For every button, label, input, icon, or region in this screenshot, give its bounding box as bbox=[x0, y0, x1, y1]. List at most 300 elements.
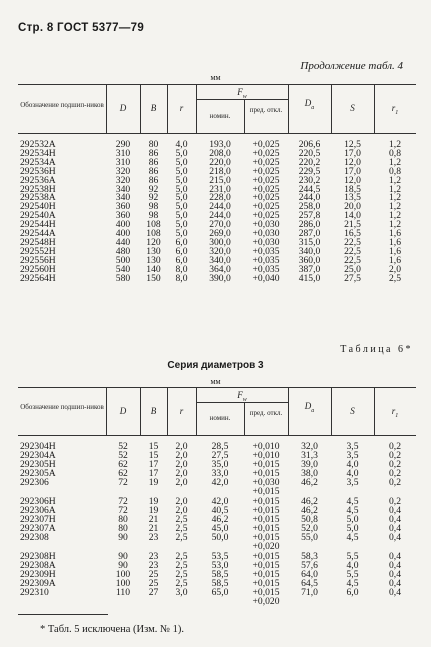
table-cell: +0,010 bbox=[252, 449, 280, 461]
table-cell: 150 bbox=[146, 272, 161, 284]
t6-col-nominal-header: номин. bbox=[209, 414, 231, 422]
table-cell: +0,015 bbox=[252, 577, 280, 589]
table-cell: 292306А bbox=[20, 504, 56, 516]
table-cell: 5,0 bbox=[175, 201, 188, 213]
table-cell: 390,0 bbox=[209, 272, 231, 284]
col-S-header: S bbox=[350, 103, 355, 113]
table-cell: 320 bbox=[115, 165, 131, 177]
table-cell: 45,0 bbox=[211, 522, 229, 534]
table-cell: 22,5 bbox=[344, 254, 361, 266]
table-cell: 0,2 bbox=[389, 467, 401, 479]
table-cell: +0,035 bbox=[252, 263, 280, 275]
table-cell: +0,015 bbox=[252, 522, 280, 534]
table-cell: 4,5 bbox=[346, 504, 359, 516]
table-cell: 100 bbox=[115, 568, 131, 580]
table-cell: +0,035 bbox=[252, 254, 280, 266]
table-cell: +0,025 bbox=[252, 210, 280, 222]
table-cell: 23 bbox=[148, 551, 159, 563]
table-cell: +0,025 bbox=[252, 156, 280, 168]
table-cell: 292556Н bbox=[20, 254, 56, 266]
table-cell: 320 bbox=[115, 174, 131, 186]
table-cell: 4,5 bbox=[346, 531, 359, 543]
table-cell: 32,0 bbox=[301, 441, 318, 452]
table-cell: 292306Н bbox=[20, 496, 56, 508]
table-cell: +0,025 bbox=[252, 192, 280, 204]
table-cell: 27 bbox=[148, 586, 159, 598]
table-cell: 0,8 bbox=[389, 165, 401, 177]
table-cell: 215,0 bbox=[209, 174, 231, 186]
col-designation-header: Обозначение подшип-ников bbox=[20, 101, 104, 109]
table-cell: 22,5 bbox=[344, 236, 361, 248]
table-cell: 2,0 bbox=[175, 467, 188, 479]
table-cell: 292308 bbox=[20, 531, 49, 543]
table-cell: +0,015 bbox=[252, 551, 280, 563]
table-cell: 292534А bbox=[20, 156, 56, 168]
t6-col-Da-header: $D_a$ bbox=[304, 401, 315, 414]
t6-col-Fw-header: $F_w$ bbox=[237, 390, 247, 403]
table-cell: 364,0 bbox=[209, 263, 231, 275]
table-cell: 52 bbox=[118, 449, 128, 461]
bearing-table-6 bbox=[18, 443, 416, 607]
table-cell: 27,5 bbox=[211, 449, 229, 461]
table-cell: 18,5 bbox=[344, 183, 361, 195]
table-cell: 80 bbox=[118, 513, 128, 525]
table-cell: 108 bbox=[146, 219, 161, 231]
table-cell: 25 bbox=[148, 568, 159, 580]
table-cell: +0,025 bbox=[252, 147, 280, 159]
table-cell: 80 bbox=[148, 139, 159, 150]
table-cell: +0,015 bbox=[252, 467, 280, 479]
table-cell: 52,0 bbox=[301, 522, 318, 534]
table-cell: 21 bbox=[148, 522, 159, 534]
table-cell: 360 bbox=[115, 210, 131, 222]
table-cell bbox=[196, 598, 244, 607]
table-cell: 1,2 bbox=[389, 192, 401, 204]
table6-header-bottom-rule bbox=[18, 435, 416, 436]
table-cell: 1,2 bbox=[389, 174, 401, 186]
table-cell: 292305А bbox=[20, 467, 56, 479]
table-cell: 98 bbox=[148, 201, 159, 213]
table-cell: +0,015 bbox=[252, 496, 280, 508]
table-cell: 62 bbox=[118, 467, 128, 479]
table-cell: 228,0 bbox=[209, 192, 231, 204]
table-cell: 244,0 bbox=[298, 192, 321, 204]
page-header: Стр. 8 ГОСТ 5377—79 bbox=[18, 22, 145, 34]
table-cell: 5,0 bbox=[175, 210, 188, 222]
table-cell: 2,0 bbox=[175, 441, 188, 452]
col-Da-header: $D_a$ bbox=[304, 98, 315, 111]
table-cell: 1,6 bbox=[389, 245, 401, 257]
table-cell: 35,0 bbox=[211, 458, 229, 470]
col-tolerance-header: пред. откл. bbox=[249, 106, 283, 114]
table-cell: +0,025 bbox=[252, 183, 280, 195]
table-cell: 269,0 bbox=[209, 228, 231, 240]
table-cell: 86 bbox=[148, 147, 159, 159]
table-cell: 17,0 bbox=[344, 165, 361, 177]
bearing-table-4 bbox=[18, 141, 416, 284]
table-cell: 72 bbox=[118, 476, 128, 488]
table-cell: 64,0 bbox=[301, 568, 318, 580]
table-cell: 120 bbox=[146, 236, 161, 248]
table-cell: +0,040 bbox=[252, 272, 280, 284]
table-cell: 57,6 bbox=[301, 559, 318, 571]
table-cell: 12,0 bbox=[344, 174, 361, 186]
table-row bbox=[18, 598, 416, 607]
table-cell: 2,0 bbox=[175, 458, 188, 470]
table4-unit: мм bbox=[210, 73, 221, 82]
table-cell: 292536А bbox=[20, 174, 56, 186]
table-cell: 50,0 bbox=[211, 531, 229, 543]
table-cell: 4,0 bbox=[346, 559, 359, 571]
table-cell: 292538А bbox=[20, 192, 56, 204]
table-cell: 39,0 bbox=[301, 458, 318, 470]
table-cell: 19 bbox=[148, 496, 159, 508]
table-cell: 2,5 bbox=[175, 531, 188, 543]
table-cell: 90 bbox=[118, 559, 128, 571]
table-cell: 25 bbox=[148, 577, 159, 589]
table-cell: 292304А bbox=[20, 449, 56, 461]
table-cell: +0,010 bbox=[252, 441, 280, 452]
table-cell: +0,020 bbox=[252, 541, 280, 553]
table-cell: 400 bbox=[115, 219, 131, 231]
table-cell: +0,030 bbox=[252, 476, 280, 488]
table-cell: 52 bbox=[118, 441, 128, 452]
table-cell: 292548Н bbox=[20, 236, 56, 248]
t6-col-D-header: D bbox=[119, 406, 127, 416]
table-cell: 6,0 bbox=[346, 586, 359, 598]
table-cell: 0,4 bbox=[389, 559, 401, 571]
table-cell: 31,3 bbox=[301, 449, 318, 461]
t6-col-r1-header: $r_1$ bbox=[391, 406, 399, 419]
table-cell bbox=[331, 598, 374, 607]
table-row bbox=[18, 534, 416, 543]
table-cell bbox=[106, 598, 140, 607]
table-cell: 8,0 bbox=[175, 263, 188, 275]
table-cell: 46,2 bbox=[301, 504, 318, 516]
table-cell: 3,5 bbox=[346, 441, 359, 452]
table-cell bbox=[140, 598, 167, 607]
table-cell: 292307Н bbox=[20, 513, 56, 525]
table-cell: 3,5 bbox=[346, 476, 359, 488]
table-cell: 64,5 bbox=[301, 577, 318, 589]
table-cell: 71,0 bbox=[301, 586, 318, 598]
table-cell: 292552Н bbox=[20, 245, 56, 257]
table-cell: 292310 bbox=[20, 586, 49, 598]
table-cell: 580 bbox=[115, 272, 131, 284]
table-cell: 50,8 bbox=[301, 513, 318, 525]
table-cell: 292538Н bbox=[20, 183, 56, 195]
table-cell: 72 bbox=[118, 504, 128, 516]
table-cell: 92 bbox=[148, 192, 159, 204]
table-cell: 2,0 bbox=[175, 504, 188, 516]
table-cell: 310 bbox=[115, 147, 131, 159]
table-cell: 292307А bbox=[20, 522, 56, 534]
table-cell: 0,2 bbox=[389, 496, 401, 508]
table-cell: 12,5 bbox=[344, 139, 361, 150]
table-cell: 1,6 bbox=[389, 236, 401, 248]
table-cell: 5,0 bbox=[346, 513, 359, 525]
table-cell: 400 bbox=[115, 228, 131, 240]
table4-header-bottom-rule bbox=[18, 133, 416, 134]
table-cell: 292544Н bbox=[20, 219, 56, 231]
table-cell: 86 bbox=[148, 156, 159, 168]
table-cell: 0,4 bbox=[389, 568, 401, 580]
table4-top-rule bbox=[18, 84, 416, 85]
table-cell: 310 bbox=[115, 156, 131, 168]
table-cell: 90 bbox=[118, 551, 128, 563]
table-cell: 500 bbox=[115, 254, 131, 266]
table-cell: +0,035 bbox=[252, 245, 280, 257]
table-cell: 28,5 bbox=[211, 441, 229, 452]
table-cell: 292540Н bbox=[20, 201, 56, 213]
table-cell: 5,0 bbox=[175, 165, 188, 177]
table-cell: 258,0 bbox=[298, 201, 321, 213]
table-cell: 220,5 bbox=[298, 147, 321, 159]
table-cell: 0,2 bbox=[389, 458, 401, 470]
footnote: * Табл. 5 исключена (Изм. № 1). bbox=[40, 624, 185, 635]
t6-col-S-header: S bbox=[350, 406, 355, 416]
table-cell: 340,0 bbox=[298, 245, 321, 257]
table-row bbox=[18, 589, 416, 598]
table-cell: 23 bbox=[148, 559, 159, 571]
table-cell: 80 bbox=[118, 522, 128, 534]
table-cell: 244,0 bbox=[209, 201, 231, 213]
table-cell: 292308Н bbox=[20, 551, 56, 563]
table-cell: +0,030 bbox=[252, 219, 280, 231]
table-cell: 292308А bbox=[20, 559, 56, 571]
table-cell: 360 bbox=[115, 201, 131, 213]
table-cell: +0,030 bbox=[252, 228, 280, 240]
table-cell: 17 bbox=[148, 458, 159, 470]
table-cell: 0,2 bbox=[389, 476, 401, 488]
table-cell: 360,0 bbox=[298, 254, 321, 266]
table-cell: 4,5 bbox=[346, 577, 359, 589]
table-cell: +0,015 bbox=[252, 531, 280, 543]
table-cell bbox=[288, 598, 331, 607]
table-cell: 86 bbox=[148, 165, 159, 177]
table-cell: 108 bbox=[146, 228, 161, 240]
table-cell: 22,5 bbox=[344, 245, 361, 257]
table-cell: 3,5 bbox=[346, 449, 359, 461]
table-cell: 40,5 bbox=[211, 504, 229, 516]
table-cell: 33,0 bbox=[211, 467, 229, 479]
table-cell: +0,015 bbox=[252, 586, 280, 598]
table-cell: 208,0 bbox=[209, 147, 231, 159]
table-cell: 244,5 bbox=[298, 183, 321, 195]
table-cell: 229,5 bbox=[298, 165, 321, 177]
col-r1-header: $r_1$ bbox=[391, 103, 399, 116]
col-Fw-header: $F_w$ bbox=[237, 87, 247, 100]
table-cell: 12,0 bbox=[344, 156, 361, 168]
t6-col-B-header: B bbox=[150, 406, 157, 416]
table-cell: 6,0 bbox=[175, 236, 188, 248]
table-cell: 292305Н bbox=[20, 458, 56, 470]
table-cell: +0,025 bbox=[252, 201, 280, 213]
table-cell: 4,0 bbox=[346, 467, 359, 479]
table-cell: 480 bbox=[115, 245, 131, 257]
col-nominal-header: номин. bbox=[209, 112, 231, 120]
table-cell: 2,5 bbox=[175, 551, 188, 563]
table-cell: 5,0 bbox=[175, 228, 188, 240]
table-cell: 292309Н bbox=[20, 568, 56, 580]
col-B-header: B bbox=[150, 103, 157, 113]
table-cell: 6,0 bbox=[175, 254, 188, 266]
col-D-header: D bbox=[119, 103, 127, 113]
table-cell: 5,5 bbox=[346, 568, 359, 580]
table-cell: 46,2 bbox=[301, 496, 318, 508]
table-cell: 2,5 bbox=[389, 272, 401, 284]
table-cell: 42,0 bbox=[211, 496, 229, 508]
table-cell: 130 bbox=[146, 245, 161, 257]
table-cell: 415,0 bbox=[298, 272, 321, 284]
table-cell: 292536Н bbox=[20, 165, 56, 177]
table-cell: 286,0 bbox=[298, 219, 321, 231]
table-cell: 230,2 bbox=[298, 174, 321, 186]
table-cell: 292544А bbox=[20, 228, 56, 240]
table-cell: 15 bbox=[148, 441, 159, 452]
col-r-header: r bbox=[179, 103, 184, 113]
table-cell: 540 bbox=[115, 263, 131, 275]
table-cell: 2,5 bbox=[175, 522, 188, 534]
footnote-rule bbox=[18, 614, 108, 615]
table-cell: +0,015 bbox=[252, 504, 280, 516]
table-cell: +0,020 bbox=[252, 595, 280, 607]
table6-label: Таблица 6* bbox=[340, 344, 413, 355]
table-cell: +0,025 bbox=[252, 165, 280, 177]
table-cell bbox=[18, 598, 106, 607]
table-cell: 4,0 bbox=[346, 458, 359, 470]
table-cell: 130 bbox=[146, 254, 161, 266]
table-cell: 0,2 bbox=[389, 441, 401, 452]
table-cell: 53,0 bbox=[211, 559, 229, 571]
table-cell: 3,0 bbox=[175, 586, 188, 598]
table-cell: 440 bbox=[115, 236, 131, 248]
table-cell: 27,5 bbox=[344, 272, 361, 284]
table-cell: 2,0 bbox=[175, 449, 188, 461]
table-cell: 292560Н bbox=[20, 263, 56, 275]
table-cell: 13,5 bbox=[344, 192, 361, 204]
table-cell: 1,2 bbox=[389, 201, 401, 213]
table-cell: 0,4 bbox=[389, 586, 401, 598]
table-cell: 193,0 bbox=[209, 139, 231, 150]
table-cell: 5,0 bbox=[346, 522, 359, 534]
table-cell: 25,0 bbox=[344, 263, 361, 275]
table-cell: 23 bbox=[148, 531, 159, 543]
table-cell: 5,0 bbox=[175, 192, 188, 204]
table-cell: 1,2 bbox=[389, 210, 401, 222]
table-cell: 21,5 bbox=[344, 219, 361, 231]
t6-col-r-header: r bbox=[179, 406, 184, 416]
table-cell: 4,0 bbox=[175, 139, 188, 150]
table-cell: 387,0 bbox=[298, 263, 321, 275]
table-cell: 53,5 bbox=[211, 551, 229, 563]
table-cell: 86 bbox=[148, 174, 159, 186]
table-cell: 315,0 bbox=[298, 236, 321, 248]
table-cell: 292309А bbox=[20, 577, 56, 589]
table-cell: 72 bbox=[118, 496, 128, 508]
table-cell: 0,4 bbox=[389, 551, 401, 563]
table-cell: 0,2 bbox=[389, 449, 401, 461]
table-cell: +0,015 bbox=[252, 458, 280, 470]
table-cell: 292540А bbox=[20, 210, 56, 222]
table-cell: 58,3 bbox=[301, 551, 318, 563]
table-cell: 140 bbox=[146, 263, 161, 275]
table-cell: 287,0 bbox=[298, 228, 321, 240]
table-cell: 5,0 bbox=[175, 147, 188, 159]
table-cell: 110 bbox=[115, 586, 131, 598]
table-cell: 0,4 bbox=[389, 531, 401, 543]
table-cell: 90 bbox=[118, 531, 128, 543]
table-cell: 2,5 bbox=[175, 568, 188, 580]
table-cell: 320,0 bbox=[209, 245, 231, 257]
table-cell: 292564Н bbox=[20, 272, 56, 284]
table-cell: 21 bbox=[148, 513, 159, 525]
table6-col-rule bbox=[244, 402, 245, 435]
table-cell: 300,0 bbox=[209, 236, 231, 248]
table-cell: 220,0 bbox=[209, 156, 231, 168]
table-cell: 65,0 bbox=[211, 586, 229, 598]
table-cell: 98 bbox=[148, 210, 159, 222]
table-cell bbox=[167, 598, 196, 607]
table-cell: 19 bbox=[148, 476, 159, 488]
table-cell: 17,0 bbox=[344, 147, 361, 159]
table-cell: +0,015 bbox=[252, 568, 280, 580]
table-cell: 1,6 bbox=[389, 254, 401, 266]
table-cell: 1,2 bbox=[389, 183, 401, 195]
table-cell: 38,0 bbox=[301, 467, 318, 479]
table-cell: 340 bbox=[115, 183, 131, 195]
table-cell: 5,5 bbox=[346, 551, 359, 563]
table-cell: 2,0 bbox=[389, 263, 401, 275]
table-cell: 0,4 bbox=[389, 522, 401, 534]
table-cell: 218,0 bbox=[209, 165, 231, 177]
table-cell: 340,0 bbox=[209, 254, 231, 266]
table-cell: 2,5 bbox=[175, 513, 188, 525]
table-cell: 290 bbox=[115, 139, 131, 150]
table-cell: 100 bbox=[115, 577, 131, 589]
table-cell: 5,0 bbox=[175, 174, 188, 186]
table-cell: 0,4 bbox=[389, 513, 401, 525]
table-cell: 15 bbox=[148, 449, 159, 461]
table-cell: 292304Н bbox=[20, 441, 56, 452]
table-cell: 2,0 bbox=[175, 476, 188, 488]
table-cell: 1,6 bbox=[389, 228, 401, 240]
table-cell: 46,2 bbox=[211, 513, 229, 525]
table-cell: 4,5 bbox=[346, 496, 359, 508]
table-cell: 244,0 bbox=[209, 210, 231, 222]
table-cell: 292534Н bbox=[20, 147, 56, 159]
t6-col-designation-header: Обозначение подшип-ников bbox=[20, 403, 104, 411]
table-continuation-label: Продолжение табл. 4 bbox=[300, 60, 403, 72]
table-cell: 58,5 bbox=[211, 577, 229, 589]
table-cell: 257,8 bbox=[298, 210, 321, 222]
table-cell: +0,025 bbox=[252, 174, 280, 186]
table-cell: 0,4 bbox=[389, 577, 401, 589]
table-cell: 0,4 bbox=[389, 504, 401, 516]
table-cell: 292306 bbox=[20, 476, 49, 488]
table-cell: +0,025 bbox=[252, 139, 280, 150]
table-cell: 270,0 bbox=[209, 219, 231, 231]
table-cell: 42,0 bbox=[211, 476, 229, 488]
table-cell: 340 bbox=[115, 192, 131, 204]
table-cell: 1,2 bbox=[389, 156, 401, 168]
t6-col-tolerance-header: пред. откл. bbox=[249, 409, 283, 417]
table-cell: 5,0 bbox=[175, 219, 188, 231]
table-cell: +0,030 bbox=[252, 236, 280, 248]
table-cell: 220,2 bbox=[298, 156, 321, 168]
table-cell: 6,0 bbox=[175, 245, 188, 257]
table-cell: 19 bbox=[148, 504, 159, 516]
